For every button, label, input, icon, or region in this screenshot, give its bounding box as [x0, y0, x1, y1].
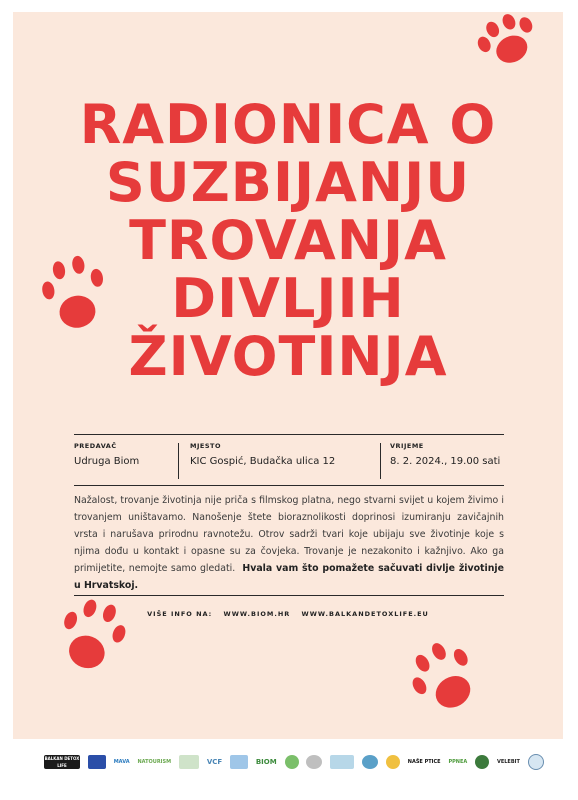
- poster-title: [33, 93, 543, 388]
- partner-logo: [179, 755, 199, 769]
- paw-print-icon: [401, 634, 489, 722]
- eu-flag-logo: [88, 755, 106, 769]
- event-info: [74, 434, 504, 486]
- mjesto-value: KIC Gospić, Budačka ulica 12: [190, 456, 336, 467]
- divider: [178, 443, 179, 479]
- body-bold-text: Hvala vam što pomažete sačuvati divlje životinje u Hrvatskoj.: [74, 563, 504, 591]
- body-text: Nažalost, trovanje životinja nije priča s filmskog platna, nego stvarni svijet u kojem živimo i trovanjem uništavamo. Nanošenje štete bioraznolikosti doprinosi izumiranju zavičajnih vrsta i narušava prirodnu ravnotežu. Otrov sadrži tvari koje ubijaju sve životinje koje s njima dođu u kontakt i opasne su za čovjeka. Trovanje je nezakonito i kažnjivo. Ako ga primijetite, nemojte samo gledati.: [74, 495, 504, 574]
- partner-logo: [528, 754, 544, 770]
- predavac-label: PREDAVAČ: [74, 442, 117, 450]
- more-info: [13, 610, 563, 618]
- poster: [13, 12, 563, 739]
- partner-logo: [386, 755, 400, 769]
- velebit-logo: VELEBIT: [496, 759, 520, 765]
- partner-logo: [330, 755, 354, 769]
- paw-print-icon: [463, 12, 553, 70]
- more-info-label: VIŠE INFO NA:: [147, 610, 213, 618]
- partner-logo: [306, 755, 322, 769]
- title-line: RADIONICA O: [79, 93, 497, 156]
- title-line: ŽIVOTINJA: [128, 325, 448, 388]
- vcf-logo: VCF: [206, 758, 223, 766]
- vrijeme-column: [380, 435, 504, 485]
- biom-link[interactable]: WWW.BIOM.HR: [223, 610, 291, 618]
- vrijeme-label: VRIJEME: [390, 442, 424, 450]
- title-line: TROVANJA: [129, 209, 447, 272]
- mjesto-label: MJESTO: [190, 442, 221, 450]
- ppnea-logo: PPNEA: [448, 759, 468, 765]
- partner-logo: [475, 755, 489, 769]
- predavac-column: [74, 435, 178, 485]
- balkan-detox-logo: BALKAN DETOX LIFE: [44, 756, 80, 768]
- predavac-value: Udruga Biom: [74, 456, 140, 467]
- vrijeme-value: 8. 2. 2024., 19.00 sati: [390, 456, 501, 467]
- mava-logo: MAVA: [113, 759, 130, 765]
- title-line: DIVLJIH: [171, 267, 405, 330]
- paw-print-icon: [53, 587, 133, 682]
- divider: [380, 443, 381, 479]
- title-line: SUZBIJANJU: [105, 151, 471, 214]
- balkandetox-link[interactable]: WWW.BALKANDETOXLIFE.EU: [301, 610, 429, 618]
- partner-logo: [362, 755, 378, 769]
- mjesto-column: [178, 435, 380, 485]
- partner-logos: [44, 750, 544, 774]
- biom-logo: BIOM: [255, 758, 277, 766]
- nase-ptice-logo: NAŠE PTICE: [407, 759, 441, 765]
- partner-logo: [285, 755, 299, 769]
- divider: [74, 595, 504, 596]
- partner-logo: [230, 755, 248, 769]
- body-paragraph: [74, 492, 504, 594]
- natourism-logo: NATOURISM: [137, 759, 172, 765]
